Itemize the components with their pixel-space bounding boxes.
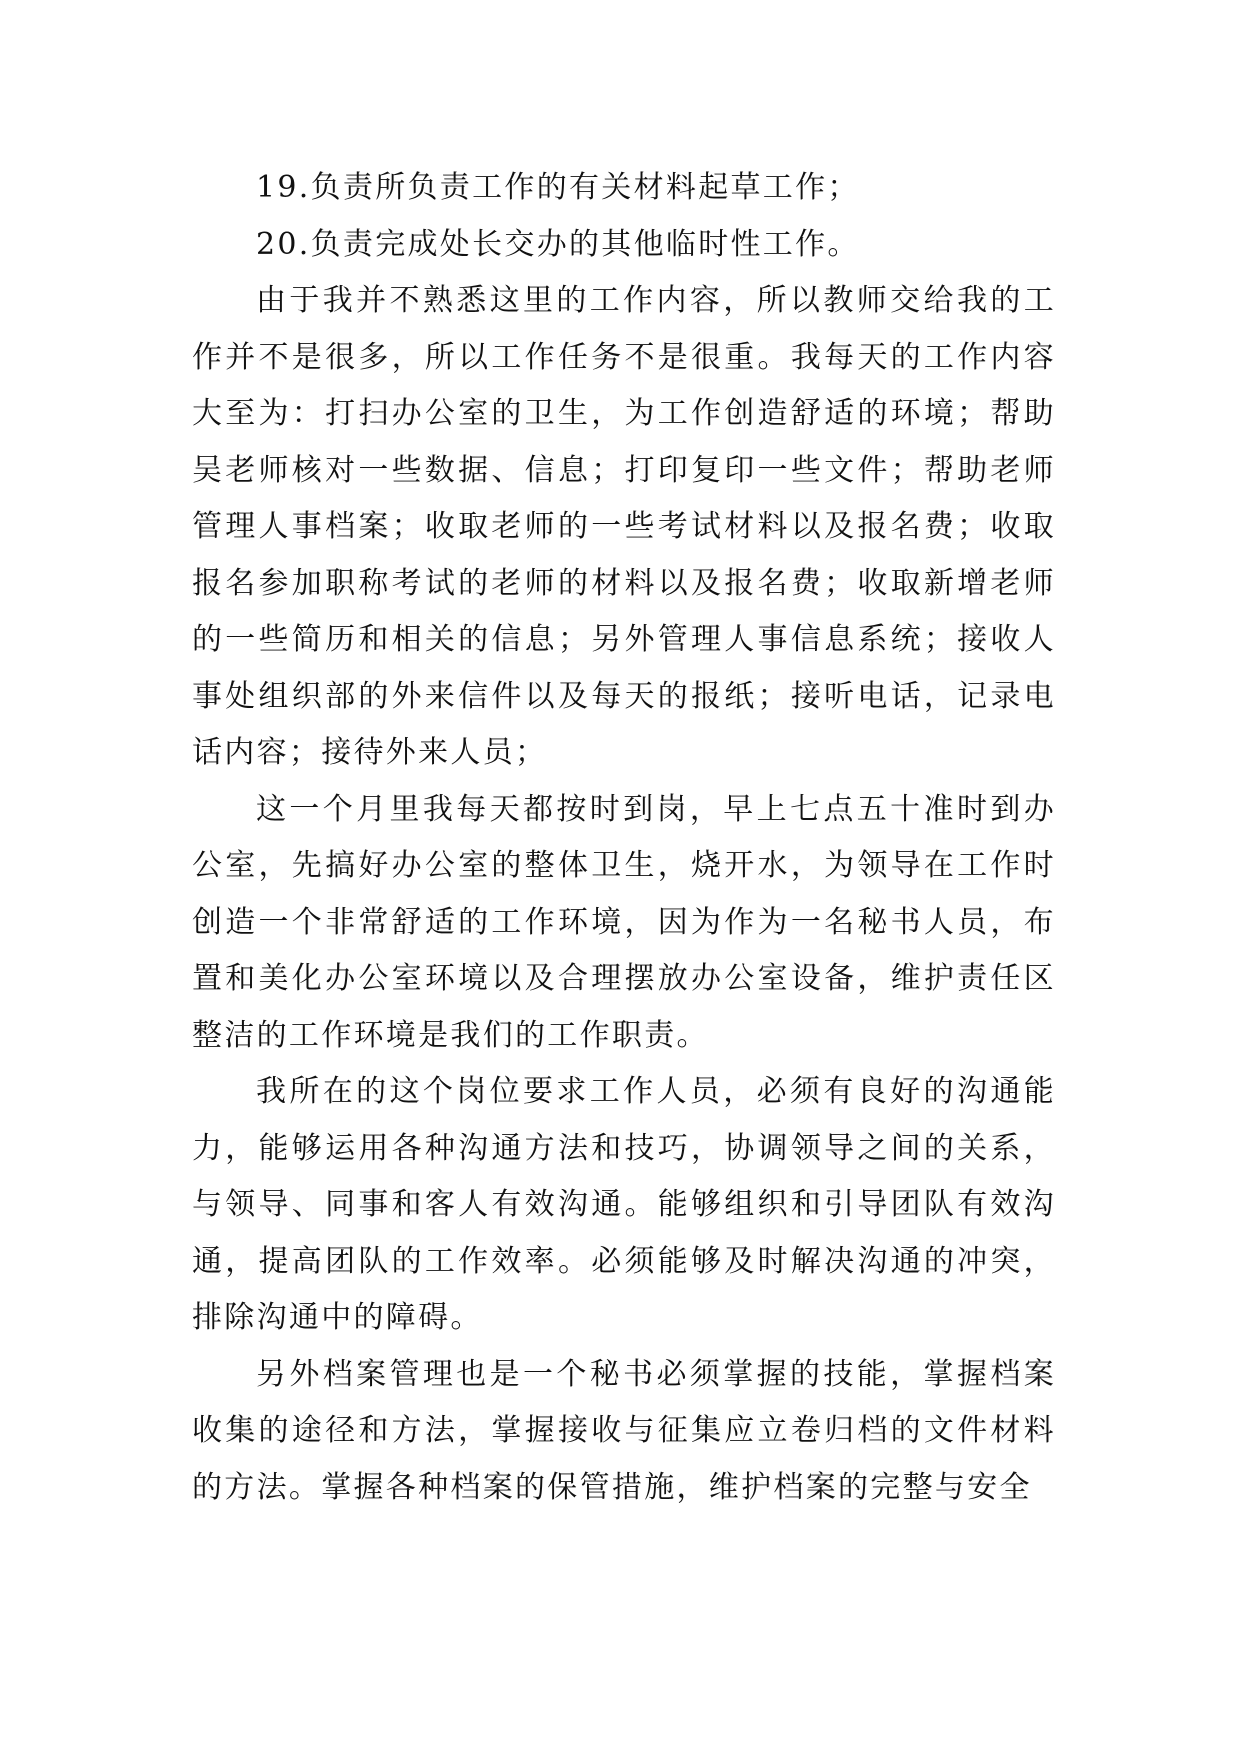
paragraph-communication: 我所在的这个岗位要求工作人员，必须有良好的沟通能力，能够运用各种沟通方法和技巧，协调领导之间的关系，与领导、同事和客人有效沟通。能够组织和引导团队有效沟通，提高团队的工作效率。必须能够及时解决沟通的冲突，排除沟通中的障碍。 — [192, 1074, 1056, 1335]
paragraph-daily-routine: 这一个月里我每天都按时到岗，早上七点五十准时到办公室，先搞好办公室的整体卫生，烧开水，为领导在工作时创造一个非常舒适的工作环境，因为作为一名秘书人员，布置和美化办公室环境以及合理摆放办公室设备，维护责任区整洁的工作环境是我们的工作职责。 — [192, 791, 1056, 1053]
paragraph-item-19: 19.负责所负责工作的有关材料起草工作； — [256, 170, 860, 205]
paragraph-item-20: 20.负责完成处长交办的其他临时性工作。 — [256, 226, 860, 262]
document-body — [192, 160, 1056, 1516]
paragraph-archive-management: 另外档案管理也是一个秘书必须掌握的技能，掌握档案收集的途径和方法，掌握接收与征集应立卷归档的文件材料的方法。掌握各种档案的保管措施，维护档案的完整与安全 — [192, 1356, 1056, 1505]
paragraph-work-content: 由于我并不熟悉这里的工作内容，所以教师交给我的工作并不是很多，所以工作任务不是很重。我每天的工作内容大至为：打扫办公室的卫生，为工作创造舒适的环境；帮助吴老师核对一些数据、信息；打印复印一些文件；帮助老师管理人事档案；收取老师的一些考试材料以及报名费；收取报名参加职称考试的老师的材料以及报名费；收取新增老师的一些简历和相关的信息；另外管理人事信息系统；接收人事处组织部的外来信件以及每天的报纸；接听电话，记录电话内容；接待外来人员； — [192, 283, 1056, 770]
